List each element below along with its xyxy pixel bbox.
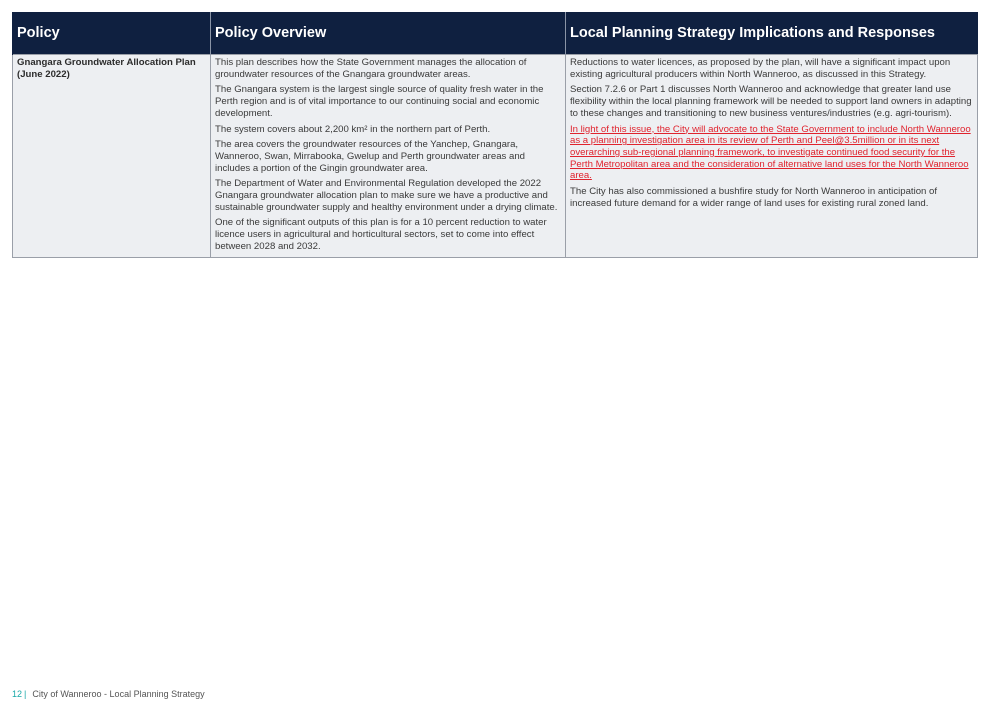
table-header-row (13, 12, 978, 55)
document-title: City of Wanneroo - Local Planning Strategy (32, 689, 205, 699)
header-policy: Policy (13, 12, 211, 55)
header-implications: Local Planning Strategy Implications and Responses (566, 12, 978, 55)
policy-cell (13, 55, 211, 258)
overview-paragraph: The Gnangara system is the largest single source of quality fresh water in the Perth region and is of vital importance to our continuing social and economic development. (215, 84, 544, 119)
policy-table (12, 12, 978, 258)
footer-separator: | (24, 689, 27, 699)
implications-paragraph: Reductions to water licences, as proposed by the plan, will have a significant impact upon existing agricultural producers within North Wanneroo, as discussed in this Strategy. (570, 57, 951, 80)
overview-paragraph: The Department of Water and Environmental Regulation developed the 2022 Gnangara groundwater allocation plan to make sure we have a productive and sustainable groundwater supply and healthy environment under a drying climate. (215, 178, 558, 213)
highlighted-amendment-paragraph: In light of this issue, the City will advocate to the State Government to include North Wanneroo as a planning investigation area in its review of Perth and Peel@3.5million or in its next overarching sub-regional planning framework, to investigate continued food security for the Perth Metropolitan area and the consideration of alternative land uses for the North Wanneroo area. (570, 123, 971, 182)
implications-cell (566, 55, 978, 258)
policy-name: Gnangara Groundwater Allocation Plan (June 2022) (17, 57, 196, 80)
overview-cell (211, 55, 566, 258)
table-row (13, 55, 978, 258)
page-footer (12, 689, 205, 699)
header-policy-overview: Policy Overview (211, 12, 566, 55)
overview-paragraph: One of the significant outputs of this plan is for a 10 percent reduction to water licence users in agricultural and horticultural sectors, set to come into effect between 2028 and 2032. (215, 217, 547, 252)
overview-paragraph: This plan describes how the State Government manages the allocation of groundwater resources of the Gnangara groundwater areas. (215, 57, 527, 80)
page-number: 12 (12, 689, 23, 699)
overview-paragraph: The system covers about 2,200 km² in the northern part of Perth. (215, 123, 491, 135)
implications-paragraph: Section 7.2.6 or Part 1 discusses North Wanneroo and acknowledge that greater land use flexibility within the local planning framework will be needed to support land owners in adapting to these changes and transitioning to new business ventures/industries (e.g. agri-tourism). (570, 84, 972, 119)
implications-paragraph: The City has also commissioned a bushfire study for North Wanneroo in anticipation of increased future demand for a wider range of land uses for existing rural zoned land. (570, 186, 938, 209)
overview-paragraph: The area covers the groundwater resources of the Yanchep, Gnangara, Wanneroo, Swan, Mirrabooka, Gwelup and Perth groundwater areas and includes a portion of the Gingin groundwater area. (215, 139, 526, 174)
